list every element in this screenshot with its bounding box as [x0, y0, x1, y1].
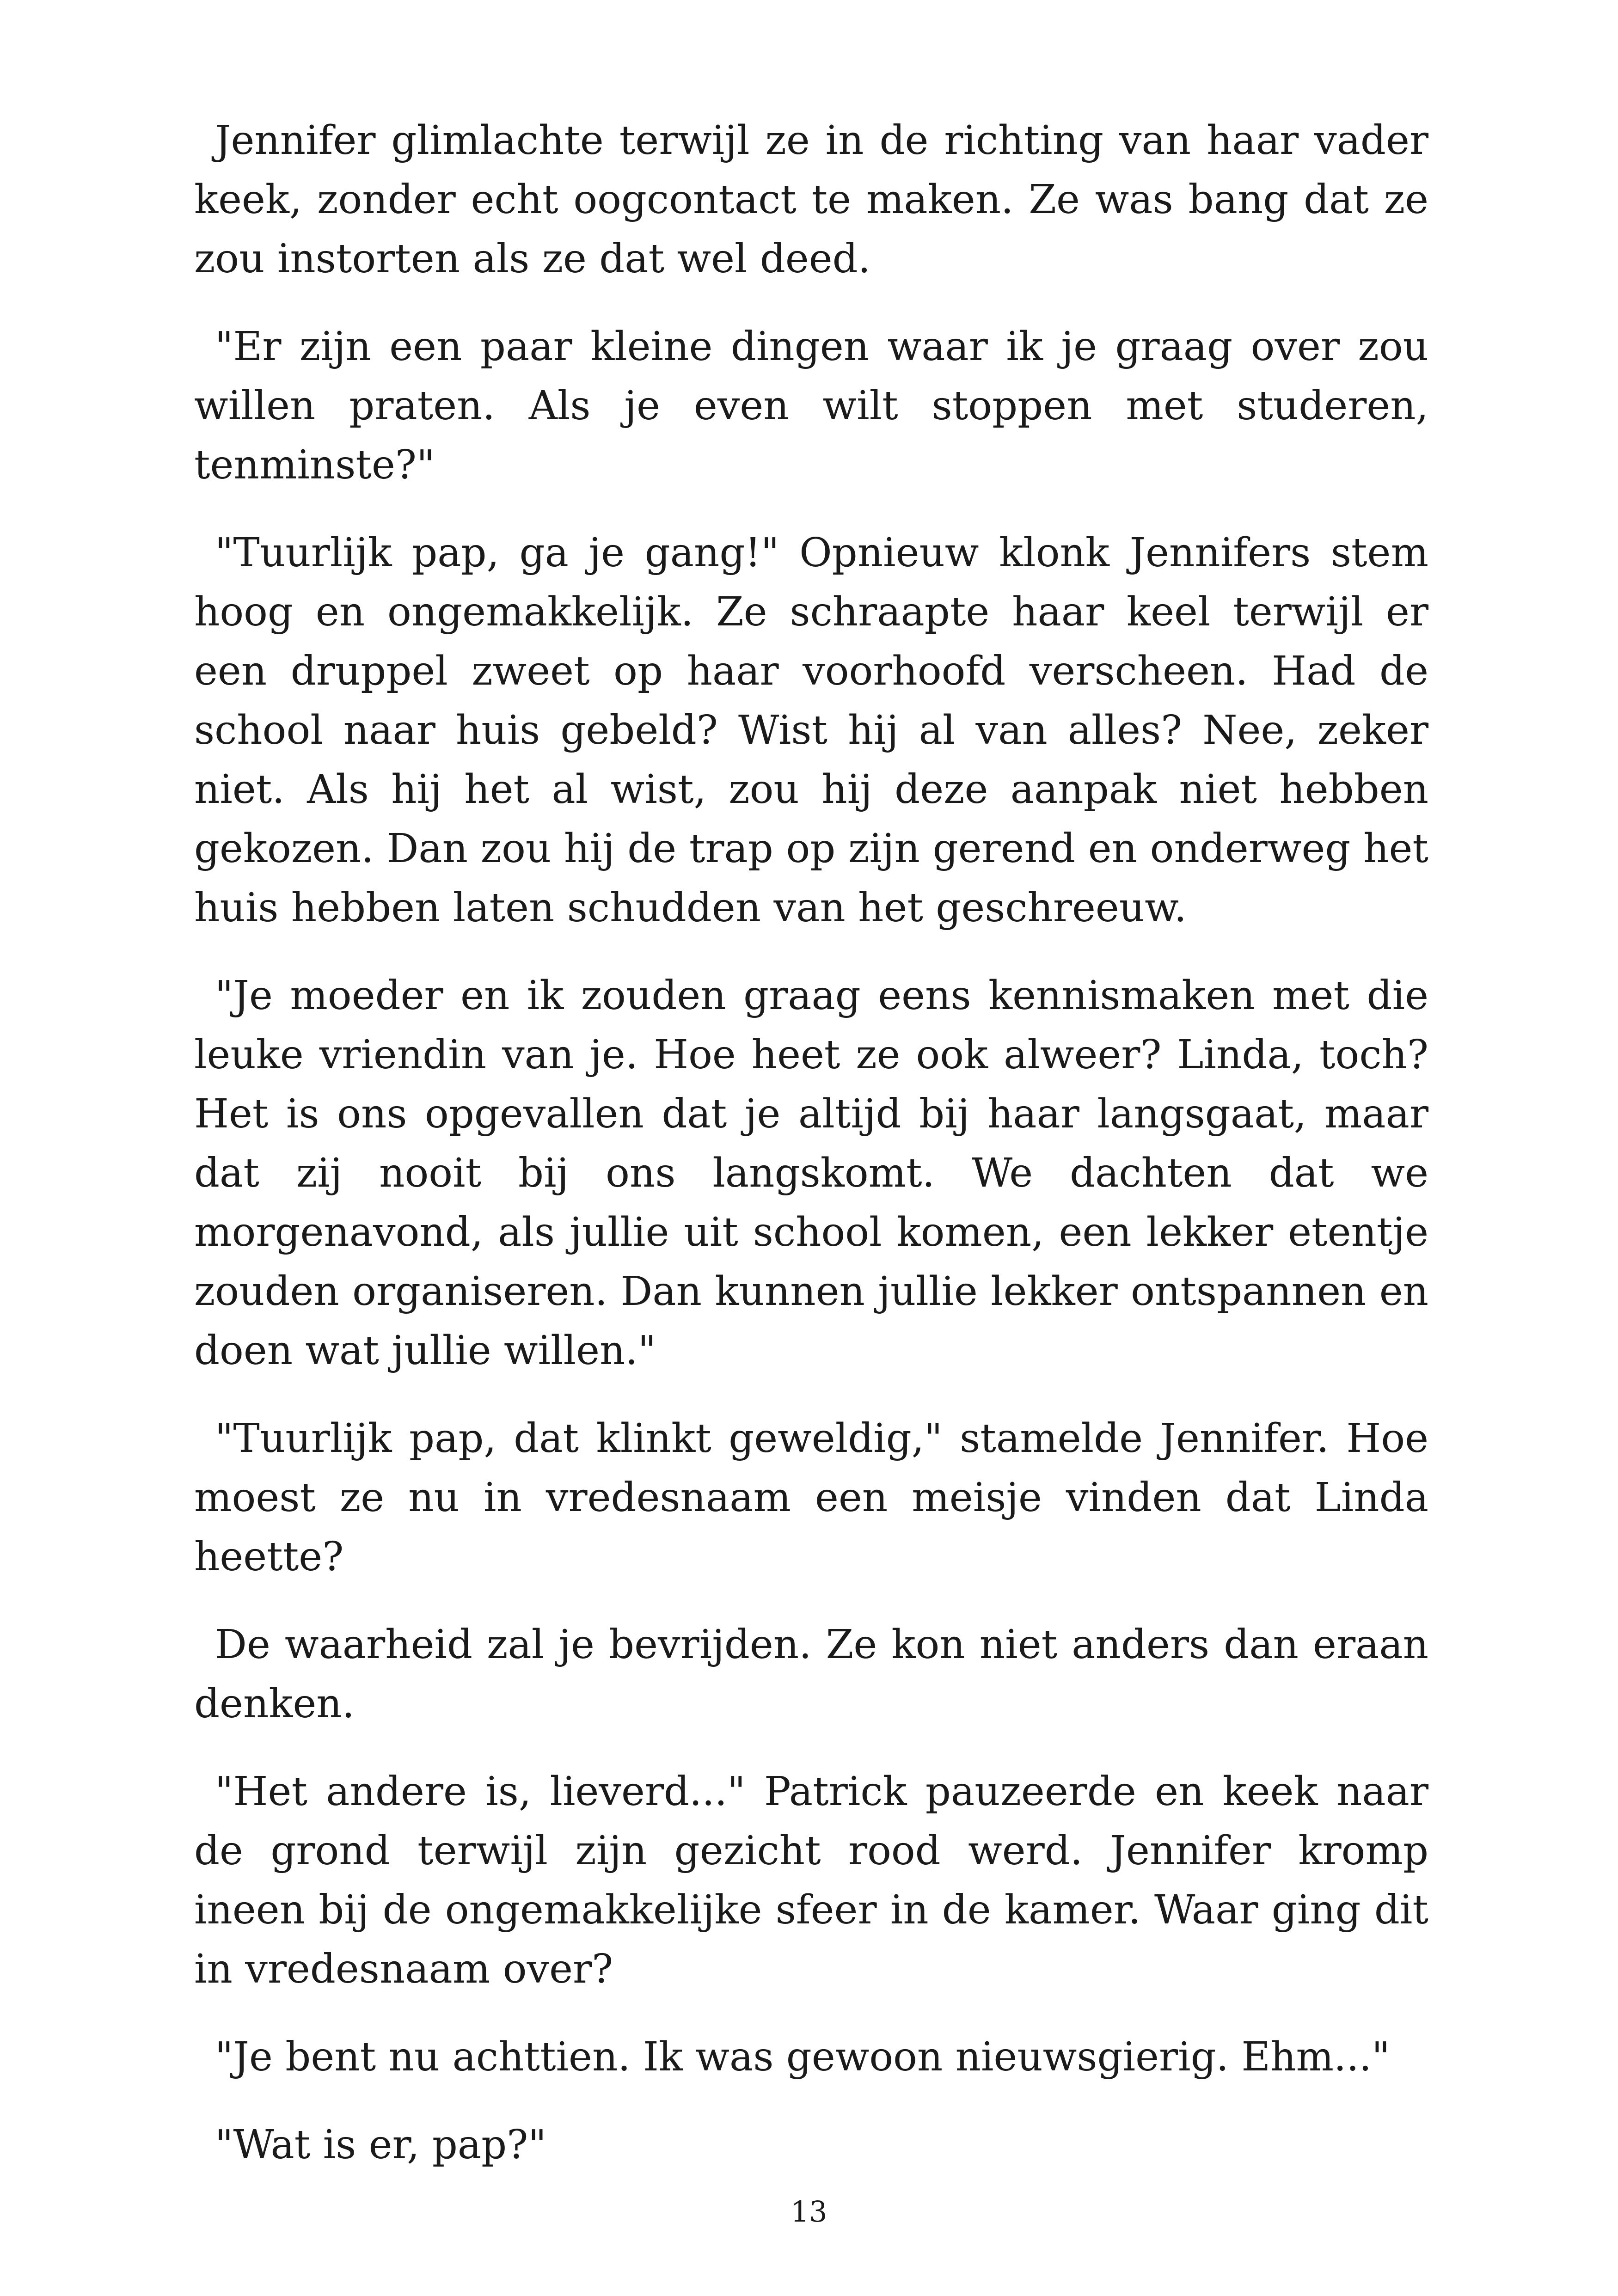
body-text [194, 111, 1428, 2203]
page-number: 13 [791, 2195, 827, 2229]
paragraph: De waarheid zal je bevrijden. Ze kon niet anders dan eraan denken. [194, 1622, 1428, 1727]
paragraph: "Tuurlijk pap, dat klinkt geweldig," stamelde Jennifer. Hoe moest ze nu in vredesnaam een meisje vinden dat Linda heette? [194, 1415, 1428, 1580]
paragraph: Jennifer glimlachte terwijl ze in de richting van haar vader keek, zonder echt oogcontact te maken. Ze was bang dat ze zou instorten als ze dat wel deed. [194, 117, 1428, 282]
paragraph: "Tuurlijk pap, ga je gang!" Opnieuw klonk Jennifers stem hoog en ongemakkelijk. Ze schraapte haar keel terwijl er een druppel zweet op haar voorhoofd verscheen. Had de school naar huis gebeld? Wist hij al van alles? Nee, zeker niet. Als hij het al wist, zou hij deze aanpak niet hebben gekozen. Dan zou hij de trap op zijn gerend en onderweg het huis hebben laten schudden van het geschreeuw. [194, 530, 1428, 931]
paragraph: "Je moeder en ik zouden graag eens kennismaken met die leuke vriendin van je. Hoe heet ze ook alweer? Linda, toch? Het is ons opgevallen dat je altijd bij haar langsgaat, maar dat zij nooit bij ons langskomt. We dachten dat we morgenavond, als jullie uit school komen, een lekker etentje zouden organiseren. Dan kunnen jullie lekker ontspannen en doen wat jullie willen." [194, 973, 1428, 1374]
paragraph: "Het andere is, lieverd..." Patrick pauzeerde en keek naar de grond terwijl zijn gezicht rood werd. Jennifer kromp ineen bij de ongemakkelijke sfeer in de kamer. Waar ging dit in vredesnaam over? [194, 1769, 1428, 1992]
paragraph: "Wat is er, pap?" [215, 2122, 546, 2168]
paragraph: "Er zijn een paar kleine dingen waar ik je graag over zou willen praten. Als je even wilt stoppen met studeren, tenminste?" [194, 324, 1428, 488]
paragraph: "Je bent nu achttien. Ik was gewoon nieuwsgierig. Ehm..." [215, 2034, 1390, 2080]
